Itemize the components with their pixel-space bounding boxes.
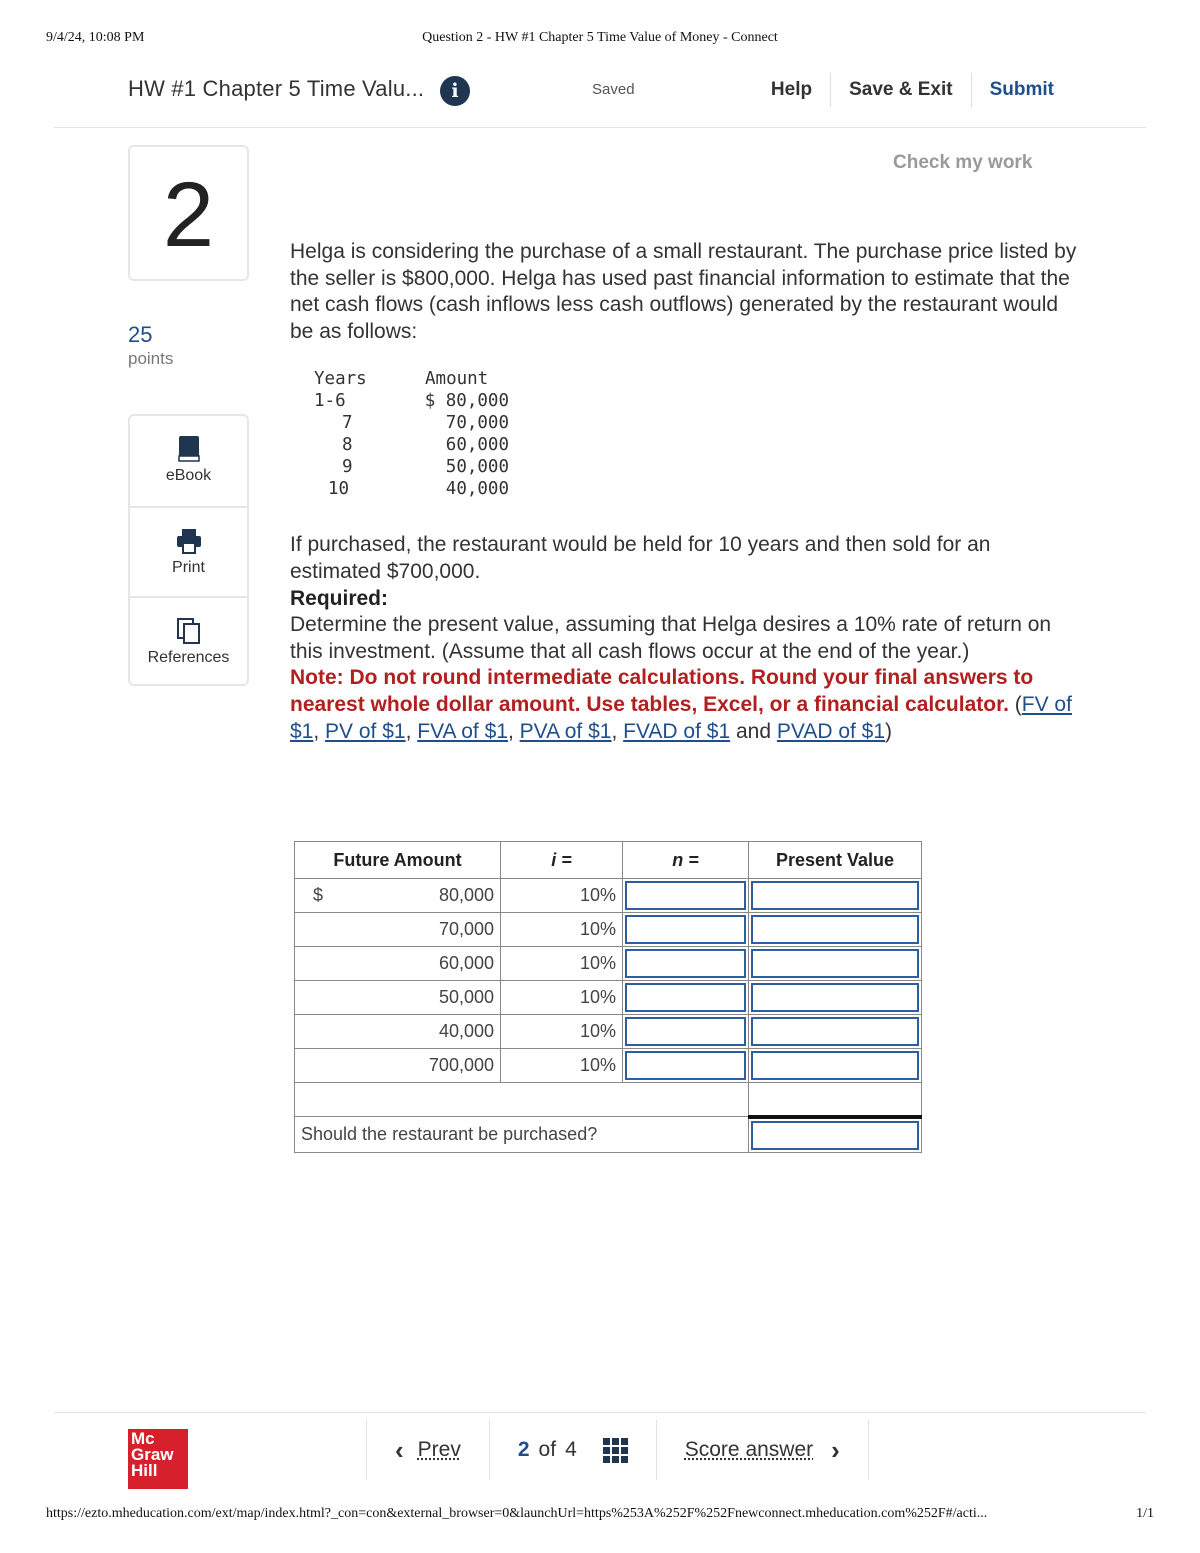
present-value-input-box[interactable] <box>751 949 919 978</box>
purchase-question: Should the restaurant be purchased? <box>295 1117 749 1153</box>
print-url: https://ezto.mheducation.com/ext/map/index.html?_con=con&external_browser=0&launchUrl=https%253A%252F%252Fnewconnect.mheducation.com%252F#/acti... <box>46 1506 988 1521</box>
and-word: and <box>735 719 772 743</box>
periods-input-box[interactable] <box>625 881 746 910</box>
rate-cell: 10% <box>501 981 623 1015</box>
years-cell: 1-6 <box>314 391 346 412</box>
pv-link[interactable]: PV of $1 <box>325 719 406 743</box>
print-date: 9/4/24, 10:08 PM <box>46 30 145 45</box>
note-instructions: Note: Do not round intermediate calculations. Round your final answers to nearest whole dollar amount. Use tables, Excel, or a financial calculator. <box>290 666 1034 716</box>
pva-link[interactable]: PVA of $1 <box>519 719 612 743</box>
save-exit-button[interactable]: Save & Exit <box>831 73 972 107</box>
table-row <box>295 879 922 913</box>
present-value-input[interactable] <box>749 1049 922 1083</box>
present-value-input-box[interactable] <box>751 983 919 1012</box>
total-label-cell <box>295 1083 749 1117</box>
currency-symbol: $ <box>313 885 324 905</box>
present-value-input-box[interactable] <box>751 881 919 910</box>
question-number-box <box>128 145 249 281</box>
periods-input[interactable] <box>623 1015 749 1049</box>
total-row <box>295 1083 922 1117</box>
table-row <box>295 913 922 947</box>
amount-value: 80,000 <box>438 885 494 905</box>
total-pages: 4 <box>565 1438 577 1461</box>
table-row <box>314 434 509 456</box>
future-amount-cell: 50,000 <box>295 981 501 1015</box>
future-amount-cell: 40,000 <box>295 1015 501 1049</box>
cash-flow-header <box>314 368 509 390</box>
amount-cell: 50,000 <box>445 457 509 478</box>
logo-line: Graw <box>131 1445 174 1464</box>
table-row <box>314 478 509 500</box>
page-indicator <box>489 1420 656 1480</box>
book-icon <box>174 434 204 464</box>
note-text: Note: Do not round intermediate calculations. Round your final answers to nearest whole dollar amount. Use tables, Excel, or a financial calculator. (FV of $1, PV of $1, FVA of $1, PVA of $1, FVAD of $1 and PVAD of $1) <box>290 666 1072 743</box>
assignment-title: HW #1 Chapter 5 Time Valu... <box>128 76 425 101</box>
rate-header: i = <box>501 842 623 879</box>
years-cell: 9 <box>342 457 353 478</box>
present-value-input[interactable] <box>749 1015 922 1049</box>
logo-line: Mc <box>131 1429 155 1448</box>
ebook-button[interactable] <box>130 416 247 504</box>
periods-input-box[interactable] <box>625 949 746 978</box>
purchase-decision-select[interactable] <box>749 1117 922 1153</box>
purchase-decision-row <box>295 1117 922 1153</box>
pvad-link[interactable]: PVAD of $1 <box>776 719 886 743</box>
ebook-label: eBook <box>165 467 212 484</box>
present-value-input[interactable] <box>749 913 922 947</box>
periods-input[interactable] <box>623 879 749 913</box>
tools-panel <box>128 414 249 686</box>
rate-cell: 10% <box>501 1049 623 1083</box>
print-label: Print <box>172 559 205 576</box>
question-navigation <box>366 1420 869 1480</box>
future-amount-cell: 70,000 <box>295 913 501 947</box>
question-number: 2 <box>162 164 215 266</box>
rate-cell: 10% <box>501 1015 623 1049</box>
present-value-input-box[interactable] <box>751 1017 919 1046</box>
total-present-value-cell <box>749 1083 922 1117</box>
references-button[interactable] <box>130 596 247 684</box>
periods-input-box[interactable] <box>625 1051 746 1080</box>
cash-flow-table <box>314 368 509 500</box>
logo-line: Hill <box>131 1461 158 1480</box>
table-row <box>295 981 922 1015</box>
future-amount-header: Future Amount <box>295 842 501 879</box>
table-row <box>314 390 509 412</box>
mcgraw-hill-logo <box>128 1429 188 1489</box>
required-text: Determine the present value, assuming that Helga desires a 10% rate of return on this investment. (Assume that all cash flows occur at the end of the year.) <box>290 613 1052 663</box>
prev-button[interactable] <box>366 1420 489 1480</box>
score-answer-label: Score answer <box>684 1438 814 1461</box>
periods-input[interactable] <box>623 981 749 1015</box>
chevron-left-icon: ‹ <box>395 1434 404 1465</box>
intro-text: Helga is considering the purchase of a small restaurant. The purchase price listed by the seller is $800,000. Helga has used past financial information to estimate that the net cash flows (cash inflows less cash outflows) generated by the restaurant would be as follows: <box>290 240 1077 343</box>
periods-input-box[interactable] <box>625 915 746 944</box>
table-row <box>295 1015 922 1049</box>
pv-header-row <box>295 842 922 879</box>
periods-input-box[interactable] <box>625 1017 746 1046</box>
periods-input[interactable] <box>623 1049 749 1083</box>
present-value-input[interactable] <box>749 879 922 913</box>
amount-cell: 70,000 <box>445 413 509 434</box>
print-footer <box>46 1506 1154 1522</box>
points-label: points <box>128 349 174 368</box>
amount-cell: $ 80,000 <box>424 391 509 412</box>
present-value-input-box[interactable] <box>751 1051 919 1080</box>
years-cell: 8 <box>342 435 353 456</box>
submit-button[interactable]: Submit <box>989 79 1054 100</box>
fva-link[interactable]: FVA of $1 <box>417 719 508 743</box>
points-value: 25 <box>128 322 153 347</box>
print-page-title: Question 2 - HW #1 Chapter 5 Time Value of Money - Connect <box>422 30 778 45</box>
question-content <box>290 239 1080 745</box>
sale-text: If purchased, the restaurant would be held for 10 years and then sold for an estimated $700,000. <box>290 533 991 583</box>
current-page: 2 <box>517 1438 530 1461</box>
header-divider <box>54 127 1146 128</box>
prev-label: Prev <box>417 1438 461 1461</box>
score-answer-button[interactable] <box>656 1420 869 1480</box>
print-page-number: 1/1 <box>1136 1506 1154 1521</box>
future-amount-cell: 700,000 <box>295 1049 501 1083</box>
table-row <box>314 456 509 478</box>
future-amount-cell: 60,000 <box>295 947 501 981</box>
page-of: of <box>538 1438 557 1461</box>
periods-input[interactable] <box>623 947 749 981</box>
chevron-right-icon: › <box>831 1434 840 1465</box>
footer-divider <box>54 1412 1146 1413</box>
required-label: Required: <box>290 586 389 610</box>
copy-icon <box>174 616 204 646</box>
table-row <box>314 412 509 434</box>
years-header: Years <box>314 369 367 390</box>
amount-cell: 60,000 <box>445 435 509 456</box>
info-icon[interactable]: i <box>440 76 470 106</box>
years-cell: 7 <box>342 413 353 434</box>
future-amount-cell <box>295 879 501 913</box>
assignment-header <box>128 68 1054 114</box>
present-value-table <box>294 841 922 1153</box>
present-value-input-box[interactable] <box>751 915 919 944</box>
rate-cell: 10% <box>501 913 623 947</box>
periods-header: n = <box>623 842 749 879</box>
save-status: Saved <box>592 81 635 98</box>
references-label: References <box>147 649 230 666</box>
header-actions <box>753 72 1054 108</box>
rate-cell: 10% <box>501 947 623 981</box>
help-button[interactable]: Help <box>753 73 831 107</box>
table-row <box>295 947 922 981</box>
periods-input[interactable] <box>623 913 749 947</box>
amount-header: Amount <box>425 369 489 390</box>
years-cell: 10 <box>328 479 350 500</box>
fv-link[interactable]: FV of $1 <box>290 692 1072 743</box>
print-button[interactable] <box>130 506 247 594</box>
check-my-work-button[interactable]: Check my work <box>893 152 1033 173</box>
print-header <box>46 30 1154 50</box>
table-row <box>295 1049 922 1083</box>
present-value-input[interactable] <box>749 947 922 981</box>
printer-icon <box>174 526 204 556</box>
grid-icon[interactable] <box>603 1438 628 1463</box>
periods-input-box[interactable] <box>625 983 746 1012</box>
present-value-header: Present Value <box>749 842 922 879</box>
fvad-link[interactable]: FVAD of $1 <box>623 719 731 743</box>
rate-cell: 10% <box>501 879 623 913</box>
purchase-decision-box[interactable] <box>751 1121 919 1150</box>
amount-cell: 40,000 <box>445 479 509 500</box>
present-value-input[interactable] <box>749 981 922 1015</box>
